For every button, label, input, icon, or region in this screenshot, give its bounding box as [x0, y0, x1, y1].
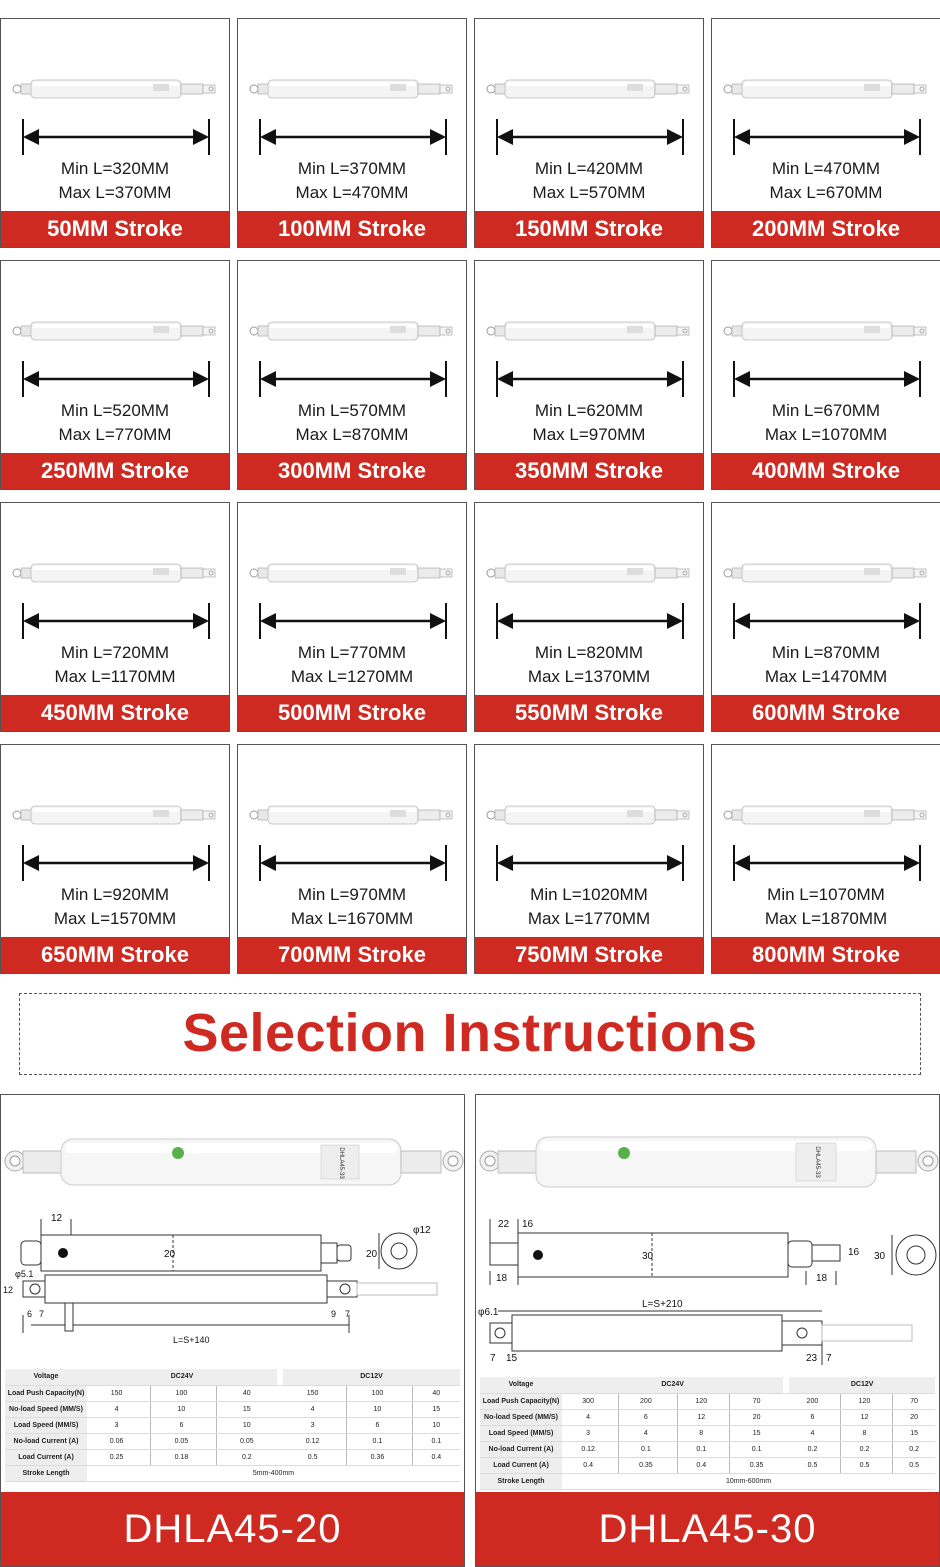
- min-length: Min L=620MM: [534, 401, 644, 420]
- max-length: Max L=770MM: [58, 425, 172, 444]
- max-length: Max L=670MM: [769, 183, 883, 202]
- table-cell: 0.12: [283, 1433, 342, 1449]
- table-cell: 100: [151, 1385, 212, 1401]
- table-row: [480, 1393, 935, 1409]
- actuator-image: [722, 553, 932, 593]
- table-row: [480, 1457, 935, 1473]
- stroke-label: 350MM Stroke: [475, 453, 703, 489]
- stroke-label: 500MM Stroke: [238, 695, 466, 731]
- min-length: Min L=570MM: [297, 401, 407, 420]
- min-length: Min L=1070MM: [767, 885, 885, 904]
- table-cell: 0.05: [151, 1433, 212, 1449]
- length-dimension-arrow: [485, 359, 695, 399]
- table-row: [480, 1425, 935, 1441]
- table-cell: 3: [562, 1425, 614, 1441]
- length-dimension-arrow: [11, 843, 221, 883]
- table-cell: 0.36: [347, 1449, 408, 1465]
- row-label: No-load Speed (MM/S): [480, 1409, 562, 1425]
- table-row: [5, 1449, 460, 1465]
- row-label: No-load Current (A): [480, 1441, 562, 1457]
- stroke-card-3[interactable]: [474, 18, 704, 248]
- min-length: Min L=420MM: [534, 159, 644, 178]
- table-cell: 70: [893, 1393, 935, 1409]
- stroke-label: 450MM Stroke: [1, 695, 229, 731]
- dim-length: L=S+210: [642, 1299, 683, 1310]
- row-label: No-load Speed (MM/S): [5, 1401, 87, 1417]
- stroke-card-15[interactable]: [474, 744, 704, 974]
- min-length: Min L=1020MM: [530, 885, 648, 904]
- stroke-label: 50MM Stroke: [1, 211, 229, 247]
- max-length: Max L=970MM: [532, 425, 646, 444]
- table-cell: 15: [893, 1425, 935, 1441]
- max-length: Max L=1070MM: [764, 425, 888, 444]
- min-length: Min L=370MM: [297, 159, 407, 178]
- actuator-image: [11, 69, 221, 109]
- actuator-image: [248, 553, 458, 593]
- section-heading: Selection Instructions: [182, 1003, 758, 1063]
- stroke-label: 550MM Stroke: [475, 695, 703, 731]
- row-label: Load Speed (MM/S): [5, 1417, 87, 1433]
- length-dimension-arrow: [248, 117, 458, 157]
- min-length: Min L=470MM: [771, 159, 881, 178]
- max-length: Max L=870MM: [295, 425, 409, 444]
- max-length: Max L=470MM: [295, 183, 409, 202]
- length-dimension-arrow: [11, 117, 221, 157]
- max-length: Max L=570MM: [532, 183, 646, 202]
- table-cell: 100: [347, 1385, 408, 1401]
- dim-phi-left: φ6.1: [478, 1307, 499, 1318]
- min-length: Min L=920MM: [60, 885, 170, 904]
- actuator-image: [722, 69, 932, 109]
- dim-a: 7: [490, 1353, 496, 1364]
- photo-model-label: DHLA45-33: [814, 1146, 820, 1178]
- stroke-label: 800MM Stroke: [712, 937, 940, 973]
- dim-top-a: 22: [498, 1219, 510, 1230]
- table-cell: 15: [216, 1401, 277, 1417]
- table-cell: 0.4: [412, 1449, 460, 1465]
- table-cell: 70: [730, 1393, 784, 1409]
- stroke-card-8[interactable]: [711, 260, 940, 490]
- row-label: Load Push Capacity(N): [480, 1393, 562, 1409]
- actuator-image: [722, 795, 932, 835]
- table-cell: 6: [347, 1417, 408, 1433]
- stroke-card-5[interactable]: [0, 260, 230, 490]
- dim-c: 23: [806, 1353, 818, 1364]
- table-cell: 10: [151, 1401, 212, 1417]
- table-cell: 10: [412, 1417, 460, 1433]
- actuator-image: [485, 69, 695, 109]
- stroke-card-2[interactable]: [237, 18, 467, 248]
- dim-d: 7: [345, 1309, 351, 1319]
- table-cell: 150: [283, 1385, 342, 1401]
- dim-h-left: 12: [3, 1285, 14, 1295]
- table-cell: 4: [87, 1401, 146, 1417]
- stroke-label: 150MM Stroke: [475, 211, 703, 247]
- dc12-header: DC12V: [283, 1369, 460, 1385]
- table-cell: 120: [840, 1393, 888, 1409]
- min-length: Min L=770MM: [297, 643, 407, 662]
- table-cell: 10: [347, 1401, 408, 1417]
- length-dimension-arrow: [248, 359, 458, 399]
- dim-b: 15: [506, 1353, 518, 1364]
- length-dimension-arrow: [248, 843, 458, 883]
- min-length: Min L=970MM: [297, 885, 407, 904]
- spec-panel-dhla45-20: [0, 1094, 465, 1567]
- stroke-card-12[interactable]: [711, 502, 940, 732]
- table-cell: 0.1: [677, 1441, 725, 1457]
- table-cell: 0.05: [216, 1433, 277, 1449]
- actuator-image: [11, 795, 221, 835]
- dim-height: 30: [642, 1251, 654, 1262]
- min-length: Min L=820MM: [534, 643, 644, 662]
- stroke-card-1[interactable]: [0, 18, 230, 248]
- table-cell: 4: [789, 1425, 836, 1441]
- dim-height: 20: [164, 1249, 176, 1260]
- table-cell: 8: [677, 1425, 725, 1441]
- max-length: Max L=1670MM: [290, 909, 414, 928]
- row-label: Load Current (A): [5, 1449, 87, 1465]
- max-length: Max L=1570MM: [53, 909, 177, 928]
- length-dimension-arrow: [722, 843, 932, 883]
- dc24-header: DC24V: [562, 1377, 783, 1393]
- table-cell: 0.5: [840, 1457, 888, 1473]
- table-cell: 300: [562, 1393, 614, 1409]
- table-cell: 150: [87, 1385, 146, 1401]
- actuator-image: [485, 795, 695, 835]
- model-name: DHLA45-30: [476, 1492, 939, 1566]
- actuator-image: [248, 795, 458, 835]
- length-dimension-arrow: [11, 359, 221, 399]
- actuator-image: [485, 311, 695, 351]
- table-cell: 0.1: [347, 1433, 408, 1449]
- dim-phi-left: φ5.1: [15, 1269, 34, 1279]
- dim-bot-a: 18: [496, 1273, 508, 1284]
- actuator-image: [248, 311, 458, 351]
- table-cell: 120: [677, 1393, 725, 1409]
- dim-b: 7: [39, 1309, 45, 1319]
- row-label: Load Push Capacity(N): [5, 1385, 87, 1401]
- stroke-label: 700MM Stroke: [238, 937, 466, 973]
- dim-bot-b: 18: [816, 1273, 828, 1284]
- table-cell: 8: [840, 1425, 888, 1441]
- table-row: [480, 1409, 935, 1425]
- table-cell: 200: [619, 1393, 673, 1409]
- dim-a: 6: [27, 1309, 33, 1319]
- actuator-photo: [480, 1137, 938, 1187]
- table-cell: 0.2: [840, 1441, 888, 1457]
- stroke-label: 100MM Stroke: [238, 211, 466, 247]
- table-cell: 15: [412, 1401, 460, 1417]
- table-cell: 0.1: [412, 1433, 460, 1449]
- actuator-image: [722, 311, 932, 351]
- min-length: Min L=670MM: [771, 401, 881, 420]
- table-cell: 0.25: [87, 1449, 146, 1465]
- stroke-card-10[interactable]: [237, 502, 467, 732]
- table-cell: 0.2: [789, 1441, 836, 1457]
- table-cell: 6: [151, 1417, 212, 1433]
- length-dimension-arrow: [485, 843, 695, 883]
- stroke-card-6[interactable]: [237, 260, 467, 490]
- table-cell: 6: [619, 1409, 673, 1425]
- table-cell: 20: [893, 1409, 935, 1425]
- min-length: Min L=520MM: [60, 401, 170, 420]
- table-cell: 0.18: [151, 1449, 212, 1465]
- table-cell: 0.1: [619, 1441, 673, 1457]
- table-cell: 0.5: [893, 1457, 935, 1473]
- length-dimension-arrow: [485, 601, 695, 641]
- stroke-label: 250MM Stroke: [1, 453, 229, 489]
- table-cell: 20: [730, 1409, 784, 1425]
- table-cell: 0.2: [216, 1449, 277, 1465]
- dim-side: 30: [874, 1251, 886, 1262]
- table-row: [5, 1385, 460, 1401]
- table-cell: 12: [677, 1409, 725, 1425]
- table-cell: 0.35: [730, 1457, 784, 1473]
- row-label: Load Speed (MM/S): [480, 1425, 562, 1441]
- table-cell: 0.4: [677, 1457, 725, 1473]
- max-length: Max L=1270MM: [290, 667, 414, 686]
- technical-drawing: [1, 1095, 464, 1365]
- min-length: Min L=720MM: [60, 643, 170, 662]
- table-cell: 4: [562, 1409, 614, 1425]
- technical-drawing: [476, 1095, 939, 1365]
- spec-table: [5, 1369, 460, 1482]
- max-length: Max L=1170MM: [54, 667, 176, 686]
- actuator-image: [248, 69, 458, 109]
- table-cell: 6: [789, 1409, 836, 1425]
- stroke-label: 650MM Stroke: [1, 937, 229, 973]
- table-row: [5, 1433, 460, 1449]
- dim-length: L=S+140: [173, 1335, 210, 1345]
- stroke-card-9[interactable]: [0, 502, 230, 732]
- table-cell: 4: [283, 1401, 342, 1417]
- table-cell: 40: [412, 1385, 460, 1401]
- min-length: Min L=320MM: [60, 159, 170, 178]
- stroke-length-label: Stroke Length: [480, 1473, 562, 1489]
- dim-top-b: 16: [522, 1219, 534, 1230]
- table-cell: 3: [87, 1417, 146, 1433]
- length-dimension-arrow: [722, 359, 932, 399]
- table-row: [5, 1401, 460, 1417]
- stroke-label: 750MM Stroke: [475, 937, 703, 973]
- table-cell: 0.4: [562, 1457, 614, 1473]
- table-cell: 0.5: [283, 1449, 342, 1465]
- stroke-label: 600MM Stroke: [712, 695, 940, 731]
- dim-side: 20: [366, 1249, 378, 1260]
- max-length: Max L=1470MM: [764, 667, 888, 686]
- dim-c: 9: [331, 1309, 337, 1319]
- stroke-label: 200MM Stroke: [712, 211, 940, 247]
- dim-top: 12: [51, 1213, 63, 1224]
- stroke-card-13[interactable]: [0, 744, 230, 974]
- section-heading-box: [19, 993, 921, 1075]
- max-length: Max L=1370MM: [527, 667, 651, 686]
- table-cell: 15: [730, 1425, 784, 1441]
- stroke-length-label: Stroke Length: [5, 1465, 87, 1481]
- table-cell: 0.35: [619, 1457, 673, 1473]
- table-cell: 10: [216, 1417, 277, 1433]
- dim-d: 7: [826, 1353, 832, 1364]
- actuator-image: [11, 553, 221, 593]
- stroke-card-14[interactable]: [237, 744, 467, 974]
- stroke-card-4[interactable]: [711, 18, 940, 248]
- dim-phi-top: φ12: [413, 1225, 431, 1236]
- table-cell: 12: [840, 1409, 888, 1425]
- actuator-photo: [5, 1139, 463, 1185]
- length-dimension-arrow: [722, 601, 932, 641]
- table-cell: 4: [619, 1425, 673, 1441]
- stroke-card-11[interactable]: [474, 502, 704, 732]
- min-length: Min L=870MM: [771, 643, 881, 662]
- length-dimension-arrow: [248, 601, 458, 641]
- table-cell: 0.06: [87, 1433, 146, 1449]
- table-cell: 0.5: [789, 1457, 836, 1473]
- max-length: Max L=1770MM: [527, 909, 651, 928]
- dc24-header: DC24V: [87, 1369, 277, 1385]
- model-name: DHLA45-20: [1, 1492, 464, 1566]
- stroke-length-value: 10mm-600mm: [562, 1473, 935, 1489]
- photo-model-label: DHLA45-33: [338, 1147, 344, 1179]
- length-dimension-arrow: [11, 601, 221, 641]
- row-label: No-load Current (A): [5, 1433, 87, 1449]
- voltage-label: Voltage: [480, 1377, 562, 1393]
- length-dimension-arrow: [722, 117, 932, 157]
- stroke-label: 400MM Stroke: [712, 453, 940, 489]
- stroke-card-7[interactable]: [474, 260, 704, 490]
- stroke-label: 300MM Stroke: [238, 453, 466, 489]
- stroke-card-16[interactable]: [711, 744, 940, 974]
- spec-table: [480, 1377, 935, 1490]
- length-dimension-arrow: [485, 117, 695, 157]
- table-cell: 3: [283, 1417, 342, 1433]
- table-cell: 40: [216, 1385, 277, 1401]
- table-cell: 0.1: [730, 1441, 784, 1457]
- table-row: [480, 1441, 935, 1457]
- dim-side-b: 16: [848, 1247, 860, 1258]
- max-length: Max L=1870MM: [764, 909, 888, 928]
- table-cell: 0.2: [893, 1441, 935, 1457]
- row-label: Load Current (A): [480, 1457, 562, 1473]
- voltage-label: Voltage: [5, 1369, 87, 1385]
- table-row: [5, 1417, 460, 1433]
- table-cell: 0.12: [562, 1441, 614, 1457]
- spec-panel-dhla45-30: [475, 1094, 940, 1567]
- actuator-image: [11, 311, 221, 351]
- actuator-image: [485, 553, 695, 593]
- max-length: Max L=370MM: [58, 183, 172, 202]
- dc12-header: DC12V: [789, 1377, 935, 1393]
- table-cell: 200: [789, 1393, 836, 1409]
- stroke-length-value: 5mm-400mm: [87, 1465, 460, 1481]
